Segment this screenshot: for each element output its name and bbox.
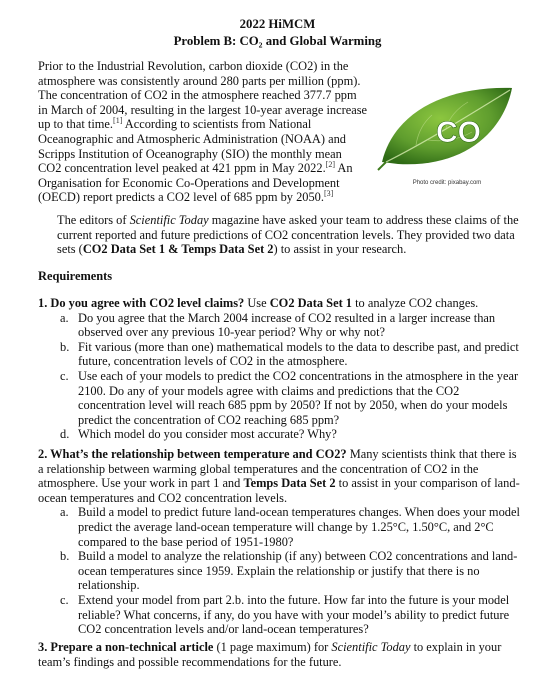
co2-leaf-image: [376, 82, 518, 191]
leaf-icon: [376, 82, 518, 174]
list-item-text: Build a model to analyze the relationship (if any) between CO2 concentrations and land-ocean temperatures since 1959. Explain the relationship or justify that there is no relationship.: [78, 549, 518, 593]
list-item: [38, 427, 521, 442]
question-3: [38, 640, 521, 669]
list-item: [38, 369, 521, 427]
question-1-title: 1. Do you agree with CO2 level claims?: [38, 296, 245, 310]
reference-2[interactable]: [2]: [325, 160, 335, 170]
question-1: [38, 296, 521, 442]
editors-text-3: ) to assist in your research.: [273, 242, 407, 257]
list-item: [38, 549, 521, 593]
intro-sentence-3: An Organisation for Economic Co-Operations and Development (OECD) report predicts a CO2 level of 685 ppm by 2050.: [38, 161, 353, 205]
editors-text-1: The editors of: [57, 213, 130, 227]
list-item-text: Build a model to predict future land-ocean temperatures changes. When does your model predict the average land-ocean temperature will change by 1.25°C, 1.50°C, and 2°C compared to the base period of 1951-1980?: [78, 505, 520, 549]
reference-3[interactable]: [3]: [323, 189, 334, 199]
question-2-list: [38, 505, 521, 636]
reference-1[interactable]: [1]: [113, 116, 123, 126]
leaf-co2-subscript: 2: [482, 136, 490, 152]
magazine-name: Scientific Today: [129, 213, 209, 227]
list-item: [38, 505, 521, 549]
question-1-text-end: to analyze CO2 changes.: [352, 296, 479, 310]
question-3-text: (1 page maximum) for: [213, 640, 332, 654]
requirements-heading: Requirements: [38, 269, 113, 283]
list-marker: a.: [60, 505, 69, 520]
question-3-text-end: to explain in your team’s findings and possible recommendations for the future.: [38, 640, 502, 669]
editors-paragraph: [57, 213, 519, 257]
intro-sentence-1: Prior to the Industrial Revolution, carbon dioxide (CO2) in the atmosphere was consistently around 280 parts per million (ppm). The concentration of CO2 in the atmosphere reached 377.7 ppm in March of 2004, resulting in the largest 10-year average increase up to that time.: [38, 59, 368, 132]
question-1-text: Use: [244, 296, 270, 310]
question-2-lead: [38, 447, 521, 505]
question-2-dataset: Temps Data Set 2: [243, 476, 336, 491]
list-item-text: Fit various (more than one) mathematical models to the data to describe past, and predict future, concentration levels of CO2 in the atmosphere.: [78, 339, 519, 369]
list-marker: b.: [60, 549, 70, 564]
question-1-list: [38, 311, 521, 442]
list-item-text: Do you agree that the March 2004 increase of CO2 resulted in a larger increase than observed over any previous 10-year period? Why or why not?: [78, 310, 496, 340]
list-marker: a.: [60, 310, 69, 325]
list-marker: c.: [60, 368, 69, 383]
list-item-text: Which model do you consider most accurate? Why?: [78, 427, 337, 442]
photo-credit: Photo credit: pixabay.com: [412, 180, 482, 186]
list-item-text: Extend your model from part 2.b. into the future. How far into the future is your model reliable? What concerns, if any, do you have with your model’s ability to predict future CO2 concentration levels and/or land-ocean temperatures?: [78, 592, 510, 637]
list-marker: c.: [60, 592, 69, 607]
list-item-text: Use each of your models to predict the CO2 concentrations in the atmosphere in the year 2100. Do any of your models agree with claims and predictions that the CO2 concentration level will reach 685 ppm by 2050? If not by 2050, when do your models predict the concentration of CO2 reaching 685 ppm?: [78, 368, 519, 427]
intro-paragraph: [38, 59, 368, 205]
list-item: [38, 311, 521, 340]
magazine-name: Scientific Today: [331, 640, 411, 654]
intro-sentence-2: According to scientists from National Oceanographic and Atmospheric Administration (NOAA) and Scripps Institution of Oceanography (SIO) the monthly mean CO2 concentration level peaked at 421 ppm in May 2022.: [38, 117, 346, 176]
dataset-names: CO2 Data Set 1 & Temps Data Set 2: [82, 242, 274, 257]
question-1-dataset: CO2 Data Set 1: [269, 296, 352, 310]
list-item: [38, 340, 521, 369]
list-marker: b.: [60, 339, 70, 354]
document-title: 2022 HiMCM: [239, 17, 316, 31]
question-2-text-end: to assist in your comparison of land-ocean temperatures and CO2 concentration levels.: [38, 476, 520, 505]
list-marker: d.: [60, 427, 70, 442]
question-2-text: Many scientists think that there is a relationship between warming global temperatures and the concentration of CO2 in the atmosphere. Use your work in part 1 and: [38, 447, 517, 491]
question-3-title: 3. Prepare a non-technical article: [38, 640, 214, 654]
list-item: [38, 593, 521, 637]
question-2: [38, 447, 521, 637]
question-1-lead: [38, 296, 521, 311]
problem-title: Problem B: CO₂ and Global Warming: [173, 34, 382, 48]
leaf-co2-text: CO: [436, 116, 481, 149]
question-2-title: 2. What’s the relationship between temperature and CO2?: [38, 447, 347, 461]
editors-text-2: magazine have asked your team to address these claims of the current reported and future predictions of CO2 concentration levels. They provided two data sets (: [57, 213, 519, 257]
question-3-lead: [38, 640, 521, 669]
